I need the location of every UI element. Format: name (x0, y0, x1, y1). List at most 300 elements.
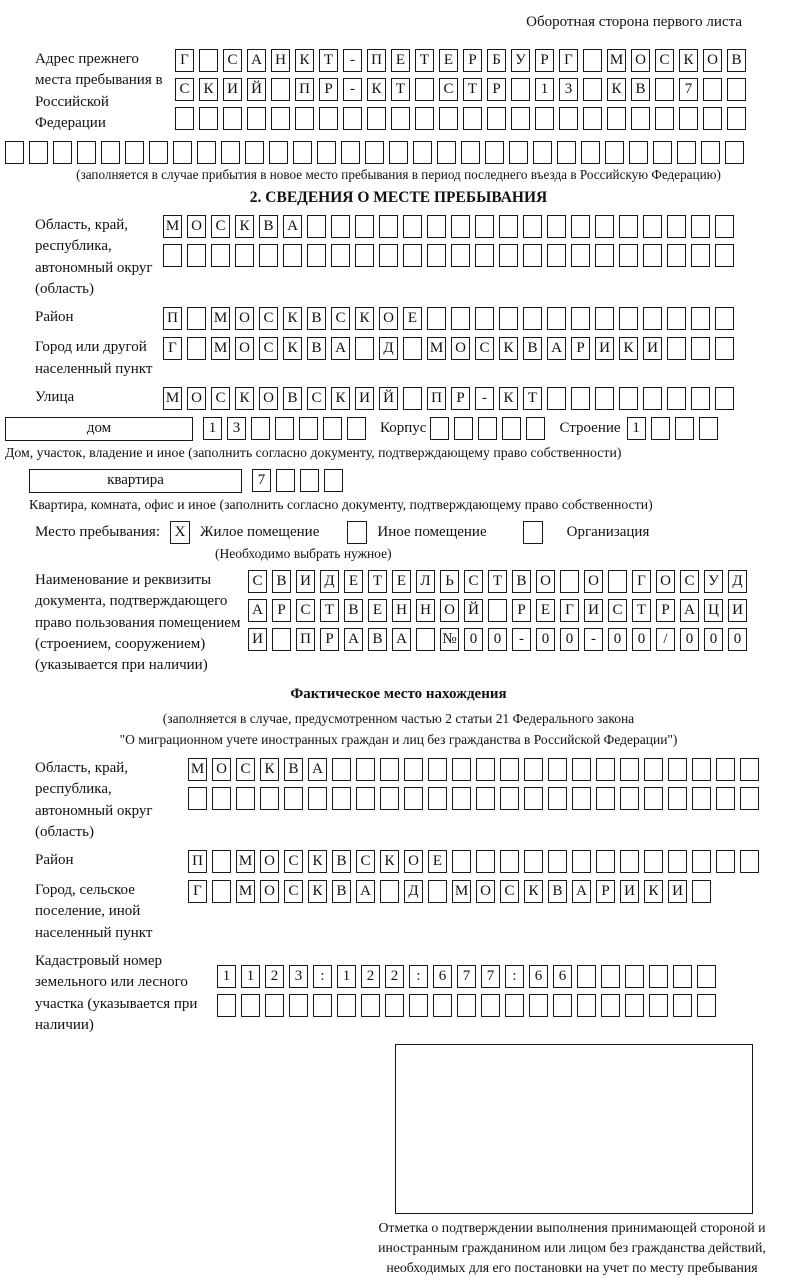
char-cell[interactable]: А (247, 49, 266, 72)
char-cell[interactable] (667, 387, 686, 410)
char-cell[interactable] (691, 337, 710, 360)
char-cell[interactable] (629, 141, 648, 164)
char-cell[interactable]: Т (368, 570, 387, 593)
char-cell[interactable]: 1 (203, 417, 222, 440)
char-cell[interactable]: 0 (608, 628, 627, 651)
char-cell[interactable] (649, 965, 668, 988)
char-cell[interactable]: С (307, 387, 326, 410)
char-cell[interactable]: П (163, 307, 182, 330)
char-cell[interactable]: В (631, 78, 650, 101)
char-cell[interactable]: Л (416, 570, 435, 593)
char-cell[interactable] (547, 307, 566, 330)
char-cell[interactable] (649, 994, 668, 1017)
char-cell[interactable] (697, 965, 716, 988)
char-cell[interactable] (331, 215, 350, 238)
char-cell[interactable] (625, 965, 644, 988)
char-cell[interactable]: И (643, 337, 662, 360)
char-cell[interactable] (625, 994, 644, 1017)
char-cell[interactable]: 0 (704, 628, 723, 651)
char-cell[interactable]: К (499, 337, 518, 360)
char-cell[interactable] (295, 107, 314, 130)
char-cell[interactable]: К (607, 78, 626, 101)
char-cell[interactable]: 0 (560, 628, 579, 651)
char-cell[interactable] (478, 417, 497, 440)
char-cell[interactable] (691, 387, 710, 410)
char-cell[interactable] (389, 141, 408, 164)
char-cell[interactable]: 6 (433, 965, 452, 988)
char-cell[interactable]: Р (463, 49, 482, 72)
char-cell[interactable]: И (595, 337, 614, 360)
char-cell[interactable]: П (367, 49, 386, 72)
char-cell[interactable]: Р (535, 49, 554, 72)
char-cell[interactable] (499, 244, 518, 267)
char-cell[interactable] (379, 244, 398, 267)
char-cell[interactable] (488, 599, 507, 622)
char-cell[interactable] (300, 469, 319, 492)
char-cell[interactable] (571, 244, 590, 267)
char-cell[interactable] (655, 107, 674, 130)
char-cell[interactable] (271, 107, 290, 130)
char-cell[interactable] (643, 307, 662, 330)
char-cell[interactable]: 2 (265, 965, 284, 988)
char-cell[interactable] (365, 141, 384, 164)
char-cell[interactable]: 2 (385, 965, 404, 988)
char-cell[interactable]: М (607, 49, 626, 72)
char-cell[interactable]: С (259, 337, 278, 360)
char-cell[interactable]: М (163, 215, 182, 238)
char-cell[interactable] (380, 758, 399, 781)
char-cell[interactable] (475, 307, 494, 330)
char-cell[interactable] (5, 141, 24, 164)
char-cell[interactable] (235, 244, 254, 267)
char-cell[interactable] (523, 244, 542, 267)
char-cell[interactable]: - (343, 78, 362, 101)
char-cell[interactable]: - (512, 628, 531, 651)
char-cell[interactable] (500, 758, 519, 781)
char-cell[interactable] (644, 787, 663, 810)
char-cell[interactable]: Е (428, 850, 447, 873)
char-cell[interactable]: Н (416, 599, 435, 622)
char-cell[interactable] (716, 787, 735, 810)
char-cell[interactable]: С (284, 850, 303, 873)
char-cell[interactable] (319, 107, 338, 130)
char-cell[interactable]: Р (571, 337, 590, 360)
char-cell[interactable] (271, 78, 290, 101)
char-cell[interactable] (596, 850, 615, 873)
char-cell[interactable]: С (175, 78, 194, 101)
char-cell[interactable] (293, 141, 312, 164)
char-cell[interactable]: К (331, 387, 350, 410)
char-cell[interactable]: К (308, 850, 327, 873)
char-cell[interactable]: О (631, 49, 650, 72)
char-cell[interactable]: Е (536, 599, 555, 622)
char-cell[interactable]: : (505, 965, 524, 988)
char-cell[interactable] (451, 244, 470, 267)
char-cell[interactable]: 0 (680, 628, 699, 651)
char-cell[interactable] (403, 215, 422, 238)
char-cell[interactable] (452, 787, 471, 810)
char-cell[interactable] (415, 107, 434, 130)
char-cell[interactable]: - (475, 387, 494, 410)
char-cell[interactable]: О (260, 880, 279, 903)
char-cell[interactable] (428, 758, 447, 781)
char-cell[interactable]: / (656, 628, 675, 651)
char-cell[interactable]: - (343, 49, 362, 72)
char-cell[interactable] (572, 850, 591, 873)
char-cell[interactable]: А (547, 337, 566, 360)
char-cell[interactable]: К (380, 850, 399, 873)
char-cell[interactable] (667, 244, 686, 267)
char-cell[interactable]: Т (415, 49, 434, 72)
char-cell[interactable]: П (427, 387, 446, 410)
char-cell[interactable] (511, 107, 530, 130)
char-cell[interactable]: О (404, 850, 423, 873)
char-cell[interactable]: И (223, 78, 242, 101)
char-cell[interactable]: О (187, 387, 206, 410)
char-cell[interactable] (499, 215, 518, 238)
char-cell[interactable]: И (296, 570, 315, 593)
char-cell[interactable]: Е (439, 49, 458, 72)
char-cell[interactable]: Г (632, 570, 651, 593)
char-cell[interactable]: А (248, 599, 267, 622)
char-cell[interactable]: Й (379, 387, 398, 410)
char-cell[interactable] (668, 850, 687, 873)
char-cell[interactable]: В (512, 570, 531, 593)
char-cell[interactable] (199, 107, 218, 130)
char-cell[interactable]: В (307, 307, 326, 330)
char-cell[interactable] (499, 307, 518, 330)
char-cell[interactable] (511, 78, 530, 101)
char-cell[interactable] (356, 787, 375, 810)
char-cell[interactable]: Т (523, 387, 542, 410)
char-cell[interactable]: 7 (252, 469, 271, 492)
char-cell[interactable]: О (476, 880, 495, 903)
char-cell[interactable] (451, 215, 470, 238)
char-cell[interactable]: В (307, 337, 326, 360)
char-cell[interactable]: Е (392, 570, 411, 593)
char-cell[interactable] (620, 787, 639, 810)
char-cell[interactable] (451, 307, 470, 330)
char-cell[interactable] (259, 244, 278, 267)
char-cell[interactable]: О (259, 387, 278, 410)
char-cell[interactable]: С (284, 880, 303, 903)
char-cell[interactable] (125, 141, 144, 164)
char-cell[interactable] (673, 994, 692, 1017)
char-cell[interactable]: К (235, 387, 254, 410)
char-cell[interactable]: В (332, 850, 351, 873)
char-cell[interactable]: В (548, 880, 567, 903)
char-cell[interactable]: Е (403, 307, 422, 330)
char-cell[interactable]: Т (463, 78, 482, 101)
char-cell[interactable] (691, 244, 710, 267)
char-cell[interactable] (691, 215, 710, 238)
char-cell[interactable] (149, 141, 168, 164)
char-cell[interactable]: Р (319, 78, 338, 101)
char-cell[interactable]: 7 (457, 965, 476, 988)
char-cell[interactable]: 0 (464, 628, 483, 651)
char-cell[interactable]: 2 (361, 965, 380, 988)
char-cell[interactable] (355, 337, 374, 360)
char-cell[interactable]: И (728, 599, 747, 622)
char-cell[interactable] (163, 244, 182, 267)
char-cell[interactable] (596, 758, 615, 781)
char-cell[interactable]: С (296, 599, 315, 622)
char-cell[interactable]: П (296, 628, 315, 651)
char-cell[interactable] (101, 141, 120, 164)
char-cell[interactable] (307, 244, 326, 267)
char-cell[interactable]: Д (728, 570, 747, 593)
char-cell[interactable] (221, 141, 240, 164)
char-cell[interactable] (403, 244, 422, 267)
char-cell[interactable] (380, 787, 399, 810)
char-cell[interactable] (577, 994, 596, 1017)
char-cell[interactable] (187, 337, 206, 360)
char-cell[interactable]: К (295, 49, 314, 72)
char-cell[interactable] (332, 787, 351, 810)
char-cell[interactable]: В (368, 628, 387, 651)
char-cell[interactable] (487, 107, 506, 130)
char-cell[interactable] (428, 787, 447, 810)
char-cell[interactable] (601, 965, 620, 988)
char-cell[interactable] (509, 141, 528, 164)
char-cell[interactable] (655, 78, 674, 101)
char-cell[interactable] (571, 215, 590, 238)
char-cell[interactable]: Г (163, 337, 182, 360)
char-cell[interactable]: В (272, 570, 291, 593)
char-cell[interactable] (413, 141, 432, 164)
char-cell[interactable] (289, 994, 308, 1017)
char-cell[interactable]: Н (392, 599, 411, 622)
char-cell[interactable]: А (680, 599, 699, 622)
char-cell[interactable]: Е (368, 599, 387, 622)
char-cell[interactable]: Д (404, 880, 423, 903)
char-cell[interactable]: К (283, 307, 302, 330)
checkbox-organization[interactable] (523, 521, 543, 544)
char-cell[interactable]: Р (487, 78, 506, 101)
char-cell[interactable]: В (283, 387, 302, 410)
char-cell[interactable]: 3 (289, 965, 308, 988)
char-cell[interactable]: : (313, 965, 332, 988)
char-cell[interactable] (583, 49, 602, 72)
char-cell[interactable] (619, 387, 638, 410)
char-cell[interactable]: Й (464, 599, 483, 622)
char-cell[interactable] (217, 994, 236, 1017)
char-cell[interactable] (668, 787, 687, 810)
char-cell[interactable] (269, 141, 288, 164)
char-cell[interactable]: Г (175, 49, 194, 72)
char-cell[interactable]: Ь (440, 570, 459, 593)
char-cell[interactable]: К (199, 78, 218, 101)
char-cell[interactable] (715, 337, 734, 360)
char-cell[interactable] (437, 141, 456, 164)
char-cell[interactable] (620, 758, 639, 781)
char-cell[interactable] (430, 417, 449, 440)
char-cell[interactable] (553, 994, 572, 1017)
char-cell[interactable]: М (163, 387, 182, 410)
char-cell[interactable] (211, 244, 230, 267)
char-cell[interactable] (691, 307, 710, 330)
char-cell[interactable] (313, 994, 332, 1017)
char-cell[interactable] (571, 387, 590, 410)
char-cell[interactable]: С (236, 758, 255, 781)
char-cell[interactable]: Т (632, 599, 651, 622)
char-cell[interactable] (403, 387, 422, 410)
char-cell[interactable]: С (655, 49, 674, 72)
char-cell[interactable] (535, 107, 554, 130)
char-cell[interactable]: А (344, 628, 363, 651)
char-cell[interactable] (699, 417, 718, 440)
char-cell[interactable]: О (235, 307, 254, 330)
char-cell[interactable]: П (188, 850, 207, 873)
char-cell[interactable] (223, 107, 242, 130)
char-cell[interactable] (524, 787, 543, 810)
char-cell[interactable]: М (211, 337, 230, 360)
char-cell[interactable] (500, 787, 519, 810)
char-cell[interactable] (245, 141, 264, 164)
char-cell[interactable] (355, 244, 374, 267)
char-cell[interactable]: 6 (553, 965, 572, 988)
char-cell[interactable] (523, 215, 542, 238)
char-cell[interactable] (692, 850, 711, 873)
char-cell[interactable] (715, 244, 734, 267)
char-cell[interactable] (583, 107, 602, 130)
char-cell[interactable]: М (427, 337, 446, 360)
char-cell[interactable]: С (211, 387, 230, 410)
char-cell[interactable]: Т (391, 78, 410, 101)
char-cell[interactable]: 0 (536, 628, 555, 651)
char-cell[interactable] (651, 417, 670, 440)
char-cell[interactable]: Р (656, 599, 675, 622)
char-cell[interactable] (404, 787, 423, 810)
char-cell[interactable] (175, 107, 194, 130)
char-cell[interactable]: - (584, 628, 603, 651)
char-cell[interactable] (212, 850, 231, 873)
char-cell[interactable]: А (356, 880, 375, 903)
char-cell[interactable] (667, 215, 686, 238)
char-cell[interactable]: С (608, 599, 627, 622)
char-cell[interactable] (187, 307, 206, 330)
char-cell[interactable] (356, 758, 375, 781)
char-cell[interactable] (605, 141, 624, 164)
char-cell[interactable] (703, 78, 722, 101)
char-cell[interactable] (331, 244, 350, 267)
char-cell[interactable] (715, 387, 734, 410)
char-cell[interactable]: В (332, 880, 351, 903)
char-cell[interactable]: Р (272, 599, 291, 622)
char-cell[interactable]: М (236, 880, 255, 903)
char-cell[interactable] (457, 994, 476, 1017)
char-cell[interactable] (53, 141, 72, 164)
char-cell[interactable] (673, 965, 692, 988)
char-cell[interactable] (548, 758, 567, 781)
char-cell[interactable] (692, 787, 711, 810)
char-cell[interactable] (299, 417, 318, 440)
char-cell[interactable]: Р (451, 387, 470, 410)
char-cell[interactable] (272, 628, 291, 651)
char-cell[interactable] (404, 758, 423, 781)
char-cell[interactable]: В (523, 337, 542, 360)
char-cell[interactable] (385, 994, 404, 1017)
char-cell[interactable] (596, 787, 615, 810)
char-cell[interactable] (500, 850, 519, 873)
char-cell[interactable] (380, 880, 399, 903)
char-cell[interactable]: Г (188, 880, 207, 903)
char-cell[interactable] (461, 141, 480, 164)
char-cell[interactable] (619, 307, 638, 330)
char-cell[interactable]: М (188, 758, 207, 781)
char-cell[interactable]: В (259, 215, 278, 238)
char-cell[interactable]: О (703, 49, 722, 72)
char-cell[interactable] (547, 215, 566, 238)
char-cell[interactable]: К (499, 387, 518, 410)
char-cell[interactable]: И (355, 387, 374, 410)
char-cell[interactable] (439, 107, 458, 130)
char-cell[interactable] (548, 787, 567, 810)
char-cell[interactable]: : (409, 965, 428, 988)
char-cell[interactable]: Р (320, 628, 339, 651)
char-cell[interactable]: В (284, 758, 303, 781)
char-cell[interactable] (523, 307, 542, 330)
char-cell[interactable] (559, 107, 578, 130)
char-cell[interactable] (716, 758, 735, 781)
char-cell[interactable] (668, 758, 687, 781)
char-cell[interactable] (379, 215, 398, 238)
char-cell[interactable] (247, 107, 266, 130)
char-cell[interactable]: Н (271, 49, 290, 72)
char-cell[interactable] (481, 994, 500, 1017)
char-cell[interactable] (452, 850, 471, 873)
char-cell[interactable]: В (344, 599, 363, 622)
char-cell[interactable] (452, 758, 471, 781)
char-cell[interactable] (692, 880, 711, 903)
char-cell[interactable] (347, 417, 366, 440)
char-cell[interactable] (557, 141, 576, 164)
char-cell[interactable]: У (704, 570, 723, 593)
char-cell[interactable] (677, 141, 696, 164)
char-cell[interactable]: К (367, 78, 386, 101)
char-cell[interactable] (653, 141, 672, 164)
char-cell[interactable]: 0 (728, 628, 747, 651)
char-cell[interactable] (251, 417, 270, 440)
char-cell[interactable] (643, 215, 662, 238)
char-cell[interactable] (337, 994, 356, 1017)
char-cell[interactable]: О (379, 307, 398, 330)
char-cell[interactable] (697, 994, 716, 1017)
char-cell[interactable]: М (452, 880, 471, 903)
char-cell[interactable] (187, 244, 206, 267)
char-cell[interactable]: Е (344, 570, 363, 593)
char-cell[interactable]: С (439, 78, 458, 101)
house-type-box[interactable]: дом (5, 417, 193, 441)
char-cell[interactable] (403, 337, 422, 360)
char-cell[interactable] (533, 141, 552, 164)
char-cell[interactable] (740, 758, 759, 781)
char-cell[interactable]: 7 (679, 78, 698, 101)
char-cell[interactable]: О (212, 758, 231, 781)
char-cell[interactable]: К (355, 307, 374, 330)
char-cell[interactable] (391, 107, 410, 130)
char-cell[interactable] (317, 141, 336, 164)
char-cell[interactable]: № (440, 628, 459, 651)
char-cell[interactable]: 1 (535, 78, 554, 101)
char-cell[interactable] (607, 107, 626, 130)
char-cell[interactable] (275, 417, 294, 440)
char-cell[interactable] (332, 758, 351, 781)
char-cell[interactable] (595, 215, 614, 238)
char-cell[interactable]: Б (487, 49, 506, 72)
char-cell[interactable]: К (260, 758, 279, 781)
char-cell[interactable] (701, 141, 720, 164)
